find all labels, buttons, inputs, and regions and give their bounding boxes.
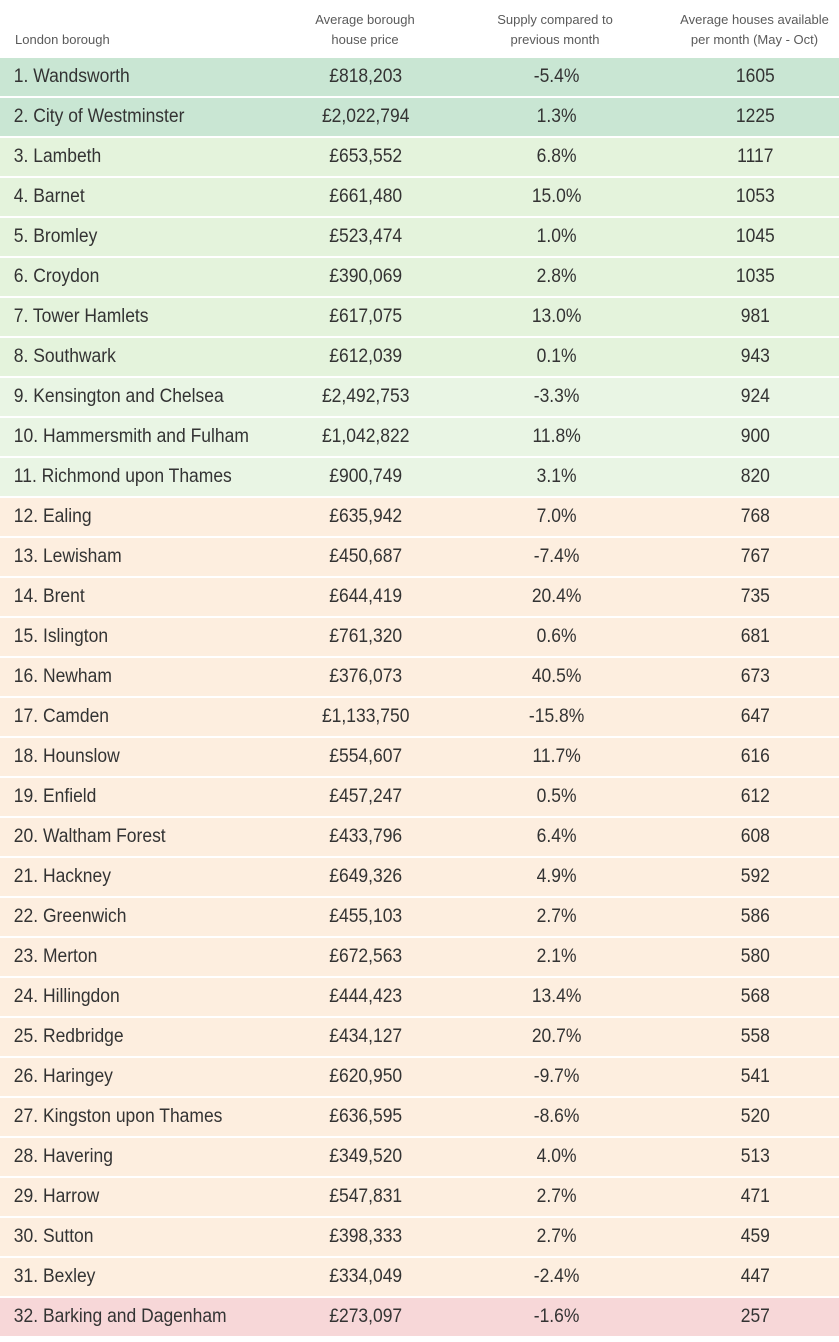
borough-cell: 5. Bromley xyxy=(13,226,98,247)
header-available-line2: per month (May - Oct) xyxy=(690,32,819,47)
available-cell: 1045 xyxy=(735,226,775,247)
price-cell: £547,831 xyxy=(329,1186,403,1207)
supply-cell: 2.7% xyxy=(536,906,577,927)
table-row xyxy=(0,218,839,256)
supply-cell: 6.4% xyxy=(536,826,577,847)
table-row xyxy=(0,738,839,776)
price-cell: £455,103 xyxy=(329,906,403,927)
header-available xyxy=(670,10,839,56)
price-cell: £612,039 xyxy=(329,346,403,367)
available-cell: 616 xyxy=(740,746,770,767)
borough-cell: 27. Kingston upon Thames xyxy=(13,1106,223,1127)
table-row xyxy=(0,698,839,736)
header-price xyxy=(290,10,440,56)
available-cell: 541 xyxy=(740,1066,770,1087)
price-cell: £349,520 xyxy=(329,1146,403,1167)
available-cell: 900 xyxy=(740,426,770,447)
supply-cell: -15.8% xyxy=(528,706,585,727)
supply-cell: -2.4% xyxy=(533,1266,580,1287)
price-cell: £444,423 xyxy=(329,986,403,1007)
borough-cell: 8. Southwark xyxy=(13,346,116,367)
borough-cell: 19. Enfield xyxy=(13,786,97,807)
available-cell: 471 xyxy=(740,1186,770,1207)
table-row xyxy=(0,1098,839,1136)
borough-cell: 12. Ealing xyxy=(13,506,92,527)
price-cell: £376,073 xyxy=(329,666,403,687)
price-cell: £672,563 xyxy=(329,946,403,967)
price-cell: £433,796 xyxy=(329,826,403,847)
supply-cell: 4.9% xyxy=(536,866,577,887)
price-cell: £398,333 xyxy=(329,1226,403,1247)
supply-cell: -7.4% xyxy=(533,546,580,567)
borough-cell: 22. Greenwich xyxy=(13,906,127,927)
supply-cell: 1.0% xyxy=(536,226,577,247)
borough-cell: 7. Tower Hamlets xyxy=(13,306,149,327)
borough-cell: 31. Bexley xyxy=(13,1266,96,1287)
supply-cell: 0.6% xyxy=(536,626,577,647)
price-cell: £334,049 xyxy=(329,1266,403,1287)
available-cell: 608 xyxy=(740,826,770,847)
available-cell: 943 xyxy=(740,346,770,367)
price-cell: £523,474 xyxy=(329,226,403,247)
supply-cell: 20.7% xyxy=(531,1026,582,1047)
table-row xyxy=(0,258,839,296)
price-cell: £620,950 xyxy=(329,1066,403,1087)
price-cell: £649,326 xyxy=(329,866,403,887)
price-cell: £434,127 xyxy=(329,1026,403,1047)
table-row xyxy=(0,458,839,496)
supply-cell: 0.1% xyxy=(536,346,577,367)
table-row xyxy=(0,498,839,536)
table-row xyxy=(0,658,839,696)
supply-cell: 2.7% xyxy=(536,1226,577,1247)
table-row xyxy=(0,578,839,616)
header-borough-label: London borough xyxy=(15,32,110,47)
table-row xyxy=(0,938,839,976)
supply-cell: 13.4% xyxy=(531,986,582,1007)
borough-cell: 26. Haringey xyxy=(13,1066,113,1087)
available-cell: 586 xyxy=(740,906,770,927)
borough-cell: 28. Havering xyxy=(13,1146,113,1167)
header-supply-line2: previous month xyxy=(510,32,600,47)
borough-cell: 18. Hounslow xyxy=(13,746,120,767)
table-header xyxy=(0,0,839,58)
available-cell: 768 xyxy=(740,506,770,527)
header-price-line1: Average borough xyxy=(315,12,415,27)
borough-cell: 24. Hillingdon xyxy=(13,986,120,1007)
borough-cell: 11. Richmond upon Thames xyxy=(13,466,232,487)
borough-cell: 32. Barking and Dagenham xyxy=(13,1306,227,1327)
supply-cell: 0.5% xyxy=(536,786,577,807)
header-supply xyxy=(440,10,670,56)
available-cell: 1035 xyxy=(735,266,775,287)
table-row xyxy=(0,58,839,96)
table-body xyxy=(0,58,839,1338)
available-cell: 981 xyxy=(740,306,770,327)
price-cell: £644,419 xyxy=(329,586,403,607)
price-cell: £761,320 xyxy=(329,626,403,647)
table-row xyxy=(0,138,839,176)
supply-cell: 2.8% xyxy=(536,266,577,287)
table-row xyxy=(0,898,839,936)
table-row xyxy=(0,618,839,656)
table-row xyxy=(0,98,839,136)
supply-cell: 6.8% xyxy=(536,146,577,167)
available-cell: 513 xyxy=(740,1146,770,1167)
available-cell: 1053 xyxy=(735,186,775,207)
table-row xyxy=(0,1058,839,1096)
available-cell: 1117 xyxy=(737,146,774,167)
available-cell: 681 xyxy=(740,626,770,647)
price-cell: £1,133,750 xyxy=(321,706,410,727)
price-cell: £818,203 xyxy=(329,66,403,87)
price-cell: £635,942 xyxy=(329,506,403,527)
available-cell: 767 xyxy=(740,546,770,567)
borough-cell: 16. Newham xyxy=(13,666,112,687)
available-cell: 1225 xyxy=(735,106,775,127)
borough-cell: 29. Harrow xyxy=(13,1186,100,1207)
available-cell: 673 xyxy=(740,666,770,687)
header-available-line1: Average houses available xyxy=(680,12,829,27)
table-row xyxy=(0,1178,839,1216)
available-cell: 520 xyxy=(740,1106,770,1127)
available-cell: 924 xyxy=(740,386,770,407)
price-cell: £2,022,794 xyxy=(321,106,410,127)
supply-cell: 11.7% xyxy=(532,746,581,767)
available-cell: 558 xyxy=(740,1026,770,1047)
price-cell: £661,480 xyxy=(329,186,403,207)
borough-cell: 21. Hackney xyxy=(13,866,111,887)
supply-cell: 2.1% xyxy=(536,946,577,967)
borough-cell: 2. City of Westminster xyxy=(13,106,185,127)
available-cell: 580 xyxy=(740,946,770,967)
supply-cell: 40.5% xyxy=(531,666,582,687)
table-row xyxy=(0,1138,839,1176)
supply-cell: -9.7% xyxy=(533,1066,580,1087)
table-row xyxy=(0,778,839,816)
borough-cell: 3. Lambeth xyxy=(13,146,102,167)
table-row xyxy=(0,418,839,456)
price-cell: £554,607 xyxy=(329,746,403,767)
borough-cell: 4. Barnet xyxy=(13,186,85,207)
price-cell: £390,069 xyxy=(329,266,403,287)
table-row xyxy=(0,978,839,1016)
supply-cell: -5.4% xyxy=(533,66,580,87)
supply-cell: 13.0% xyxy=(531,306,582,327)
supply-cell: 3.1% xyxy=(536,466,577,487)
supply-cell: 2.7% xyxy=(536,1186,577,1207)
supply-cell: 1.3% xyxy=(536,106,577,127)
table-row xyxy=(0,1298,839,1336)
header-borough xyxy=(0,30,290,56)
table-row xyxy=(0,378,839,416)
price-cell: £2,492,753 xyxy=(321,386,410,407)
supply-cell: 11.8% xyxy=(532,426,581,447)
available-cell: 592 xyxy=(740,866,770,887)
supply-cell: 4.0% xyxy=(536,1146,577,1167)
table-row xyxy=(0,1258,839,1296)
borough-cell: 25. Redbridge xyxy=(13,1026,124,1047)
borough-cell: 23. Merton xyxy=(13,946,98,967)
available-cell: 568 xyxy=(740,986,770,1007)
available-cell: 257 xyxy=(740,1306,770,1327)
price-cell: £457,247 xyxy=(329,786,403,807)
supply-cell: 15.0% xyxy=(531,186,582,207)
borough-cell: 1. Wandsworth xyxy=(13,66,130,87)
price-cell: £273,097 xyxy=(329,1306,403,1327)
table-row xyxy=(0,538,839,576)
price-cell: £450,687 xyxy=(329,546,403,567)
price-cell: £636,595 xyxy=(329,1106,403,1127)
supply-cell: 20.4% xyxy=(531,586,582,607)
available-cell: 447 xyxy=(740,1266,770,1287)
available-cell: 735 xyxy=(740,586,770,607)
available-cell: 647 xyxy=(740,706,770,727)
borough-cell: 13. Lewisham xyxy=(13,546,122,567)
table-row xyxy=(0,1018,839,1056)
table-row xyxy=(0,1218,839,1256)
table-row xyxy=(0,858,839,896)
borough-cell: 30. Sutton xyxy=(13,1226,94,1247)
price-cell: £1,042,822 xyxy=(321,426,410,447)
price-cell: £653,552 xyxy=(329,146,403,167)
available-cell: 459 xyxy=(740,1226,770,1247)
available-cell: 1605 xyxy=(735,66,775,87)
header-supply-line1: Supply compared to xyxy=(497,12,613,27)
table-row xyxy=(0,298,839,336)
supply-cell: -1.6% xyxy=(533,1306,580,1327)
table-row xyxy=(0,818,839,856)
table-row xyxy=(0,338,839,376)
borough-cell: 10. Hammersmith and Fulham xyxy=(13,426,249,447)
supply-cell: -8.6% xyxy=(533,1106,580,1127)
available-cell: 820 xyxy=(740,466,770,487)
price-cell: £900,749 xyxy=(329,466,403,487)
borough-cell: 6. Croydon xyxy=(13,266,100,287)
borough-cell: 9. Kensington and Chelsea xyxy=(13,386,224,407)
borough-cell: 17. Camden xyxy=(13,706,110,727)
supply-cell: -3.3% xyxy=(533,386,580,407)
borough-cell: 15. Islington xyxy=(13,626,109,647)
header-price-line2: house price xyxy=(331,32,399,47)
available-cell: 612 xyxy=(740,786,770,807)
table-row xyxy=(0,178,839,216)
supply-cell: 7.0% xyxy=(536,506,577,527)
borough-cell: 14. Brent xyxy=(13,586,85,607)
borough-cell: 20. Waltham Forest xyxy=(13,826,166,847)
price-cell: £617,075 xyxy=(329,306,403,327)
